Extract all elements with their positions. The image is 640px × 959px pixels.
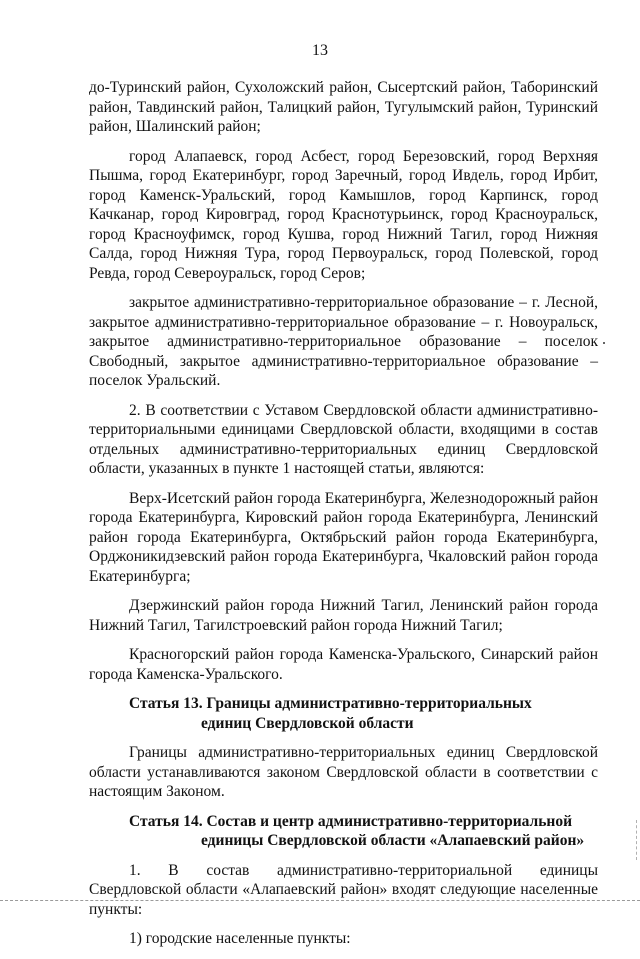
paragraph-kamensk-districts: Красногорский район города Каменска-Уральского, Синарский район города Каменска-Уральского.: [89, 646, 598, 683]
scan-edge-mark: [636, 820, 638, 860]
article-14-heading-line-2: единицы Свердловской области «Алапаевский район»: [201, 832, 585, 849]
paragraph-closed-territories: закрытое административно-территориальное образование – г. Лесной, закрытое административно-территориальное образование – г. Новоуральск, закрытое административно-территориальное образование – поселок Свободный, закрытое административно-территориальное образование – поселок Уральский.: [89, 294, 598, 389]
scan-bottom-rule: [0, 900, 640, 902]
article-13-heading: [89, 694, 598, 733]
paragraph-nizhny-tagil-districts: Дзержинский район города Нижний Тагил, Ленинский район города Нижний Тагил, Тагилстроевский район города Нижний Тагил;: [89, 597, 598, 634]
article-14-text-1: 1. В состав административно-территориальной единицы Свердловской области «Алапаевский район» входят следующие населенные пункты:: [89, 861, 598, 918]
article-14-heading-line-1: Статья 14. Состав и центр административно-территориальной: [129, 812, 573, 830]
article-13-heading-line-1: Статья 13. Границы административно-территориальных: [129, 695, 532, 712]
scan-speck: [603, 342, 605, 344]
document-body: [89, 78, 598, 959]
article-13-heading-line-2: единиц Свердловской области: [201, 714, 414, 732]
paragraph-cities: город Алапаевск, город Асбест, город Березовский, город Верхняя Пышма, город Екатеринбург, город Заречный, город Ивдель, город Ирбит, город Каменск-Уральский, город Камышлов, город Карпинск, город Качканар, город Кировград, город Краснотурьинск, город Красноуральск, город Красноуфимск, город Кушва, город Нижний Тагил, город Нижняя Салда, город Нижняя Тура, город Первоуральск, город Полевской, город Ревда, город Североуральск, город Серов;: [89, 147, 598, 282]
article-14-text-2: 1) городские населенные пункты:: [129, 930, 351, 947]
paragraph-districts-continued: до-Туринский район, Сухоложский район, Сысертский район, Таборинский район, Тавдинский район, Талицкий район, Тугулымский район, Туринский район, Шалинский район;: [89, 79, 598, 135]
paragraph-item-2: 2. В соответствии с Уставом Свердловской области административно-территориальными единицами Свердловской области, входящими в состав отдельных административно-территориальных единиц Свердловской области, указанных в пункте 1 настоящей статьи, являются:: [89, 401, 598, 477]
article-13-text: Границы административно-территориальных единиц Свердловской области устанавливаются законом Свердловской области в соответствии с настоящим Законом.: [89, 744, 598, 800]
paragraph-ekaterinburg-districts: Верх-Исетский район города Екатеринбурга, Железнодорожный район города Екатеринбурга, Кировский район города Екатеринбурга, Ленинский район города Екатеринбурга, Октябрьский район города Екатеринбурга, Орджоникидзевский район города Екатеринбурга, Чкаловский район города Екатеринбурга;: [89, 489, 598, 585]
page-number: 13: [312, 42, 328, 59]
article-14-heading: [89, 812, 598, 851]
